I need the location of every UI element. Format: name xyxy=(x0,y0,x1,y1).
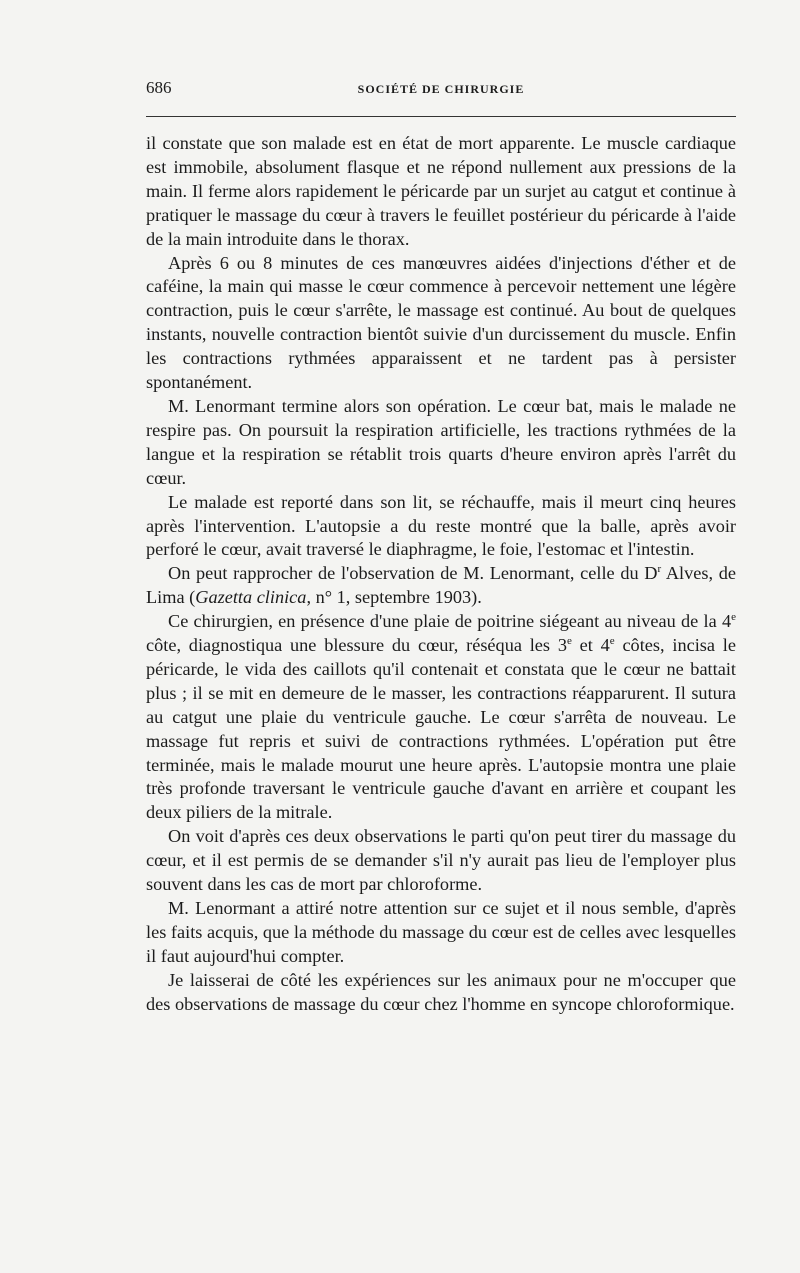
paragraph-6-text: et 4 xyxy=(571,635,610,656)
paragraph-9: Je laisserai de côté les expériences sur les animaux pour ne m'occuper que des observations de massage du cœur chez l'homme en syncope chloroformique. xyxy=(146,969,736,1014)
paragraph-5 xyxy=(146,562,736,610)
paragraph-5-text: , n° 1, septembre 1903). xyxy=(306,587,482,608)
superscript-r: r xyxy=(657,563,662,576)
paragraph-6-text: Ce chirurgien, en présence d'une plaie de poitrine siégeant au niveau de la 4 xyxy=(168,611,732,632)
journal-title: Gazetta clinica xyxy=(195,587,307,608)
superscript-e: e xyxy=(609,634,615,647)
paragraph-7: On voit d'après ces deux observations le parti qu'on peut tirer du massage du cœur, et il est permis de se demander s'il n'y aurait pas lieu de l'employer plus souvent dans les cas de mort par chloroforme. xyxy=(146,826,736,895)
page-number: 686 xyxy=(146,78,172,97)
paragraph-6 xyxy=(146,610,736,825)
paragraph-3: M. Lenormant termine alors son opération. Le cœur bat, mais le malade ne respire pas. On poursuit la respiration artificielle, les tractions rythmées de la langue et la respiration se rétablit trois quarts d'heure environ après l'arrêt du cœur. xyxy=(146,395,736,488)
paragraph-4: Le malade est reporté dans son lit, se réchauffe, mais il meurt cinq heures après l'intervention. L'autopsie a du reste montré que la balle, après avoir perforé le cœur, avait traversé le diaphragme, le foie, l'estomac et l'intestin. xyxy=(146,491,736,560)
paragraph-5-text: Alves, de Lima ( xyxy=(146,563,737,608)
paragraph-1: il constate que son malade est en état de mort apparente. Le muscle cardiaque est immobile, absolument flasque et ne répond nullement aux pressions de la main. Il ferme alors rapidement le péricarde par un surjet au catgut et continue à pratiquer le massage du cœur à travers le feuillet postérieur du péricarde à l'aide de la main introduite dans le thorax. xyxy=(146,133,736,249)
superscript-e: e xyxy=(566,634,572,647)
paragraph-8: M. Lenormant a attiré notre attention sur ce sujet et il nous semble, d'après les faits acquis, que la méthode du massage du cœur est de celles avec lesquelles il faut aujourd'hui compter. xyxy=(146,898,736,966)
paragraph-5-text: On peut rapprocher de l'observation de M. Lenormant, celle du D xyxy=(168,563,658,584)
running-head xyxy=(146,78,736,102)
paragraph-6-text: côtes, incisa le péricarde, le vida des caillots qu'il contenait et constata que le cœur ne battait plus ; il se mit en demeure de le masser, les contractions réapparurent. Il sutura au catgut une plaie du ventricule gauche. Le cœur s'arrêta de nouveau. Le massage fut repris et suivi de contractions rythmées. L'opération put être terminée, mais le malade mourut une heure après. L'autopsie montra une plaie très profonde traversant le ventricule gauche d'avant en arrière et coupant les deux piliers de la mitrale. xyxy=(146,635,736,823)
paragraph-6-text: côte, diagnostiqua une blessure du cœur, réséqua les 3 xyxy=(146,635,567,656)
paragraph-2: Après 6 ou 8 minutes de ces manœuvres aidées d'injections d'éther et de caféine, la main qui masse le cœur commence à percevoir nettement une légère contraction, puis le cœur s'arrête, le massage est continué. Au bout de quelques instants, nouvelle contraction bientôt suivie d'un durcissement du muscle. Enfin les contractions rythmées apparaissent et ne tardent pas à persister spontanément. xyxy=(146,252,736,393)
superscript-e: e xyxy=(731,611,736,624)
running-title: SOCIÉTÉ DE CHIRURGIE xyxy=(357,82,525,96)
body-text xyxy=(146,132,736,1017)
header-rule xyxy=(146,116,736,117)
